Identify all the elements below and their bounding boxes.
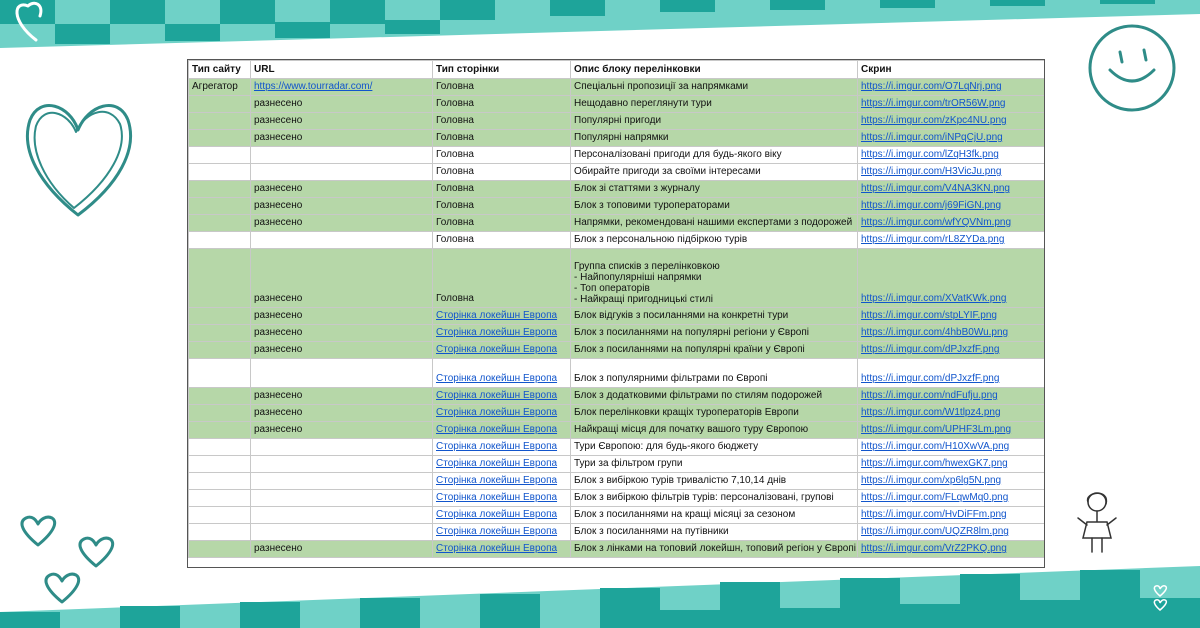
cell-description[interactable]: Блок перелінковки кращіх туроператорів Европи (571, 405, 858, 422)
cell-screen[interactable] (858, 439, 1045, 456)
cell-description[interactable]: Тури за фільтром групи (571, 456, 858, 473)
cell-url[interactable] (251, 164, 433, 181)
cell-screen-link[interactable]: https://i.imgur.com/iNPqCjU.png (861, 132, 1003, 143)
cell-screen[interactable] (858, 541, 1045, 558)
header-screen[interactable]: Скрин (858, 61, 1045, 79)
cell-page-type[interactable] (433, 456, 571, 473)
cell-page-type[interactable] (433, 490, 571, 507)
table-row (189, 198, 1045, 215)
cell-screen[interactable] (858, 130, 1045, 147)
small-heart-doodle-2 (80, 538, 113, 566)
cell-description[interactable]: Блок з вибіркою турів тривалістю 7,10,14 днів (571, 473, 858, 490)
cell-site-type[interactable] (189, 473, 251, 490)
cell-description[interactable]: Блок з персональною підбіркою турів (571, 232, 858, 249)
cell-page-type-link[interactable]: Сторінка локейшн Европа (436, 509, 558, 520)
cell-site-type[interactable]: Агрегатор (189, 79, 251, 96)
cell-site-type[interactable] (189, 541, 251, 558)
table-row (189, 181, 1045, 198)
cell-screen[interactable] (858, 388, 1045, 405)
cell-description[interactable]: Тури Європою: для будь-якого бюджету (571, 439, 858, 456)
header-row (189, 61, 1045, 79)
cell-url[interactable] (251, 490, 433, 507)
cell-screen[interactable] (858, 456, 1045, 473)
cell-site-type[interactable] (189, 164, 251, 181)
cell-screen[interactable] (858, 490, 1045, 507)
cell-page-type[interactable] (433, 308, 571, 325)
cell-site-type[interactable] (189, 232, 251, 249)
cell-url[interactable]: разнесено (251, 325, 433, 342)
table-row (189, 325, 1045, 342)
cell-screen-link[interactable]: https://i.imgur.com/stpLYIF.png (861, 310, 997, 321)
table-row (189, 359, 1045, 388)
smiley-doodle (1090, 26, 1174, 110)
cell-screen[interactable] (858, 96, 1045, 113)
table-row (189, 130, 1045, 147)
cell-page-type[interactable] (433, 405, 571, 422)
cell-url[interactable] (251, 79, 433, 96)
cell-description[interactable]: Обирайте пригоди за своїми інтересами (571, 164, 858, 181)
table-row (189, 147, 1045, 164)
cell-screen-link[interactable]: https://i.imgur.com/hwexGK7.png (861, 458, 1008, 469)
cell-page-type[interactable] (433, 439, 571, 456)
cell-screen[interactable] (858, 232, 1045, 249)
table-row (189, 308, 1045, 325)
cell-site-type[interactable] (189, 96, 251, 113)
header-site-type[interactable]: Тип сайту (189, 61, 251, 79)
cell-url[interactable]: разнесено (251, 405, 433, 422)
cell-screen-link[interactable]: https://i.imgur.com/W1tlpz4.png (861, 407, 1001, 418)
cell-description[interactable]: Блок з топовими туроператорами (571, 198, 858, 215)
cell-url[interactable] (251, 232, 433, 249)
cell-screen-link[interactable]: https://i.imgur.com/H10XwVA.png (861, 441, 1010, 452)
cell-page-type-link[interactable]: Сторінка локейшн Европа (436, 373, 558, 384)
small-heart-doodle-3 (46, 574, 79, 602)
cell-page-type[interactable] (433, 342, 571, 359)
cell-page-type[interactable]: Головна (433, 113, 571, 130)
cell-screen[interactable] (858, 342, 1045, 359)
cell-site-type[interactable] (189, 113, 251, 130)
cell-page-type-link[interactable]: Сторінка локейшн Европа (436, 475, 558, 486)
cell-screen-link[interactable]: https://i.imgur.com/zKpc4NU.png (861, 115, 1007, 126)
cell-url[interactable]: разнесено (251, 215, 433, 232)
cell-screen[interactable] (858, 147, 1045, 164)
cell-page-type[interactable] (433, 325, 571, 342)
table-row (189, 524, 1045, 541)
cell-description[interactable]: Блок з посиланнями на путівники (571, 524, 858, 541)
cell-site-type[interactable] (189, 249, 251, 308)
cell-url[interactable]: разнесено (251, 181, 433, 198)
cell-page-type[interactable] (433, 541, 571, 558)
cell-site-type[interactable] (189, 325, 251, 342)
cell-page-type-link[interactable]: Сторінка локейшн Европа (436, 344, 558, 355)
table-row (189, 541, 1045, 558)
cell-screen[interactable] (858, 113, 1045, 130)
cell-site-type[interactable] (189, 198, 251, 215)
cell-url[interactable] (251, 524, 433, 541)
cell-description[interactable]: Блок зі статтями з журналу (571, 181, 858, 198)
cell-description[interactable]: Найкращі місця для початку вашого туру Європою (571, 422, 858, 439)
cell-page-type[interactable]: Головна (433, 232, 571, 249)
cell-page-type[interactable]: Головна (433, 96, 571, 113)
table-row (189, 405, 1045, 422)
cell-description[interactable]: Блок з посиланнями на популярні регіони у Європі (571, 325, 858, 342)
cell-screen[interactable] (858, 164, 1045, 181)
cell-description[interactable]: Персоналізовані пригоди для будь-якого віку (571, 147, 858, 164)
cell-url[interactable]: разнесено (251, 388, 433, 405)
cell-url[interactable]: разнесено (251, 541, 433, 558)
small-heart-doodle-1 (22, 517, 55, 545)
cell-screen-link[interactable]: https://i.imgur.com/UQZR8lm.png (861, 526, 1009, 537)
cell-url[interactable]: разнесено (251, 249, 433, 308)
cell-screen-link[interactable]: https://i.imgur.com/j69FiGN.png (861, 200, 1002, 211)
cell-description[interactable]: Блок з додатковими фільтрами по стилям подорожей (571, 388, 858, 405)
table-row (189, 164, 1045, 181)
table-row (189, 473, 1045, 490)
table-row (189, 422, 1045, 439)
cell-site-type[interactable] (189, 490, 251, 507)
cell-description[interactable]: Блок з лінками на топовий локейшн, топовий регіон у Європі (571, 541, 858, 558)
table-row (189, 113, 1045, 130)
cell-screen[interactable] (858, 422, 1045, 439)
cell-page-type-link[interactable]: Сторінка локейшн Европа (436, 441, 558, 452)
cell-screen[interactable] (858, 524, 1045, 541)
cell-site-type[interactable] (189, 507, 251, 524)
cell-description[interactable]: Популярні напрямки (571, 130, 858, 147)
cell-page-type[interactable]: Головна (433, 164, 571, 181)
cell-url[interactable] (251, 439, 433, 456)
cell-screen[interactable] (858, 473, 1045, 490)
cell-site-type[interactable] (189, 181, 251, 198)
cell-page-type-link[interactable]: Сторінка локейшн Европа (436, 492, 558, 503)
table-row (189, 249, 1045, 308)
table-row (189, 388, 1045, 405)
cell-url[interactable]: разнесено (251, 198, 433, 215)
cell-url[interactable]: разнесено (251, 422, 433, 439)
girl-doodle (1078, 493, 1116, 552)
cell-screen-link[interactable]: https://i.imgur.com/UPHF3Lm.png (861, 424, 1012, 435)
cell-site-type[interactable] (189, 342, 251, 359)
cell-description[interactable]: Напрямки, рекомендовані нашими експертами з подорожей (571, 215, 858, 232)
cell-screen-link[interactable]: https://i.imgur.com/dPJxzfF.png (861, 373, 1000, 384)
cell-screen[interactable] (858, 405, 1045, 422)
table-row (189, 232, 1045, 249)
cell-page-type-link[interactable]: Сторінка локейшн Европа (436, 424, 558, 435)
cell-page-type-link[interactable]: Сторінка локейшн Европа (436, 458, 558, 469)
cell-page-type[interactable]: Головна (433, 215, 571, 232)
cell-screen-link[interactable]: https://i.imgur.com/dPJxzfF.png (861, 344, 1000, 355)
cell-screen-link[interactable]: https://i.imgur.com/H3VicJu.png (861, 166, 1002, 177)
cell-site-type[interactable] (189, 388, 251, 405)
cell-site-type[interactable] (189, 456, 251, 473)
cell-screen-link[interactable]: https://i.imgur.com/O7LqNrj.png (861, 81, 1002, 92)
cell-site-type[interactable] (189, 405, 251, 422)
cell-page-type[interactable] (433, 473, 571, 490)
cell-description[interactable]: Группа списків з перелінковкою - Найпопулярніші напрямки - Топ операторів - Найкращі пригодницькі стилі (571, 249, 858, 308)
cell-page-type-link[interactable]: Сторінка локейшн Европа (436, 310, 558, 321)
cell-page-type[interactable]: Головна (433, 181, 571, 198)
cell-screen-link[interactable]: https://i.imgur.com/HvDiFFm.png (861, 509, 1007, 520)
cell-url[interactable]: разнесено (251, 113, 433, 130)
table-body (189, 79, 1045, 558)
cell-page-type-link[interactable]: Сторінка локейшн Европа (436, 543, 558, 554)
cell-description[interactable]: Блок з посиланнями на популярні країни у Європі (571, 342, 858, 359)
cell-page-type[interactable] (433, 524, 571, 541)
cell-description[interactable]: Блок з посиланнями на кращі місяці за сезоном (571, 507, 858, 524)
cell-screen-link[interactable]: https://i.imgur.com/xp6lg5N.png (861, 475, 1002, 486)
cell-url[interactable] (251, 473, 433, 490)
cell-screen-link[interactable]: https://i.imgur.com/FLqwMq0.png (861, 492, 1009, 503)
cell-screen[interactable] (858, 359, 1045, 388)
cell-site-type[interactable] (189, 147, 251, 164)
cell-screen-link[interactable]: https://i.imgur.com/wfYQVNm.png (861, 217, 1012, 228)
cell-screen-link[interactable]: https://i.imgur.com/VrZ2PKQ.png (861, 543, 1007, 554)
cell-screen[interactable] (858, 215, 1045, 232)
cell-description[interactable]: Блок з вибіркою фільтрів турів: персоналізовані, групові (571, 490, 858, 507)
cell-site-type[interactable] (189, 308, 251, 325)
cell-screen[interactable] (858, 507, 1045, 524)
cell-page-type[interactable]: Головна (433, 249, 571, 308)
bottom-checker-band (0, 566, 1200, 628)
cell-url[interactable] (251, 359, 433, 388)
table-row (189, 439, 1045, 456)
cell-site-type[interactable] (189, 422, 251, 439)
cell-page-type[interactable] (433, 388, 571, 405)
cell-description[interactable]: Популярні пригоди (571, 113, 858, 130)
cell-url[interactable] (251, 507, 433, 524)
cell-url[interactable]: разнесено (251, 308, 433, 325)
table-row (189, 79, 1045, 96)
cell-screen[interactable] (858, 79, 1045, 96)
cell-page-type[interactable]: Головна (433, 79, 571, 96)
cell-url[interactable]: разнесено (251, 342, 433, 359)
table-row (189, 507, 1045, 524)
cell-url[interactable] (251, 456, 433, 473)
cell-page-type[interactable]: Головна (433, 147, 571, 164)
cell-page-type[interactable]: Головна (433, 130, 571, 147)
spreadsheet (187, 59, 1045, 568)
cell-site-type[interactable] (189, 439, 251, 456)
cell-url[interactable]: разнесено (251, 130, 433, 147)
cell-page-type-link[interactable]: Сторінка локейшн Европа (436, 327, 558, 338)
cell-screen-link[interactable]: https://i.imgur.com/ndFufju.png (861, 390, 998, 401)
cell-page-type[interactable] (433, 359, 571, 388)
cell-page-type-link[interactable]: Сторінка локейшн Европа (436, 526, 558, 537)
cell-description[interactable]: Спеціальні пропозиції за напрямками (571, 79, 858, 96)
cell-site-type[interactable] (189, 359, 251, 388)
cell-page-type-link[interactable]: Сторінка локейшн Европа (436, 390, 558, 401)
table-row (189, 215, 1045, 232)
cell-site-type[interactable] (189, 215, 251, 232)
header-description[interactable]: Опис блоку перелінковки (571, 61, 858, 79)
cell-url[interactable]: разнесено (251, 96, 433, 113)
cell-description[interactable]: Блок відгуків з посиланнями на конкретні тури (571, 308, 858, 325)
top-checker-band (0, 0, 1200, 48)
cell-url[interactable] (251, 147, 433, 164)
table-row (189, 342, 1045, 359)
header-url[interactable]: URL (251, 61, 433, 79)
cell-description[interactable]: Блок з популярними фільтрами по Європі (571, 359, 858, 388)
cell-screen-link[interactable]: https://i.imgur.com/XVatKWk.png (861, 293, 1007, 304)
cell-site-type[interactable] (189, 524, 251, 541)
cell-site-type[interactable] (189, 130, 251, 147)
cell-screen[interactable] (858, 181, 1045, 198)
cell-screen-link[interactable]: https://i.imgur.com/rL8ZYDa.png (861, 234, 1005, 245)
cell-screen[interactable] (858, 325, 1045, 342)
cell-page-type-link[interactable]: Сторінка локейшн Европа (436, 407, 558, 418)
cell-page-type[interactable] (433, 422, 571, 439)
table-row (189, 490, 1045, 507)
cell-description[interactable]: Нещодавно переглянути тури (571, 96, 858, 113)
cell-page-type[interactable]: Головна (433, 198, 571, 215)
table-row (189, 96, 1045, 113)
cell-screen[interactable] (858, 308, 1045, 325)
cell-page-type[interactable] (433, 507, 571, 524)
table-row (189, 456, 1045, 473)
cell-screen[interactable] (858, 249, 1045, 308)
cell-screen-link[interactable]: https://i.imgur.com/trOR56W.png (861, 98, 1006, 109)
cell-screen-link[interactable]: https://i.imgur.com/V4NA3KN.png (861, 183, 1010, 194)
cell-screen-link[interactable]: https://i.imgur.com/lZqH3fk.png (861, 149, 999, 160)
header-page-type[interactable]: Тип сторінки (433, 61, 571, 79)
links-table (188, 60, 1045, 558)
cell-url-link[interactable]: https://www.tourradar.com/ (254, 81, 373, 92)
cell-screen-link[interactable]: https://i.imgur.com/4hbB0Wu.png (861, 327, 1009, 338)
cell-screen[interactable] (858, 198, 1045, 215)
